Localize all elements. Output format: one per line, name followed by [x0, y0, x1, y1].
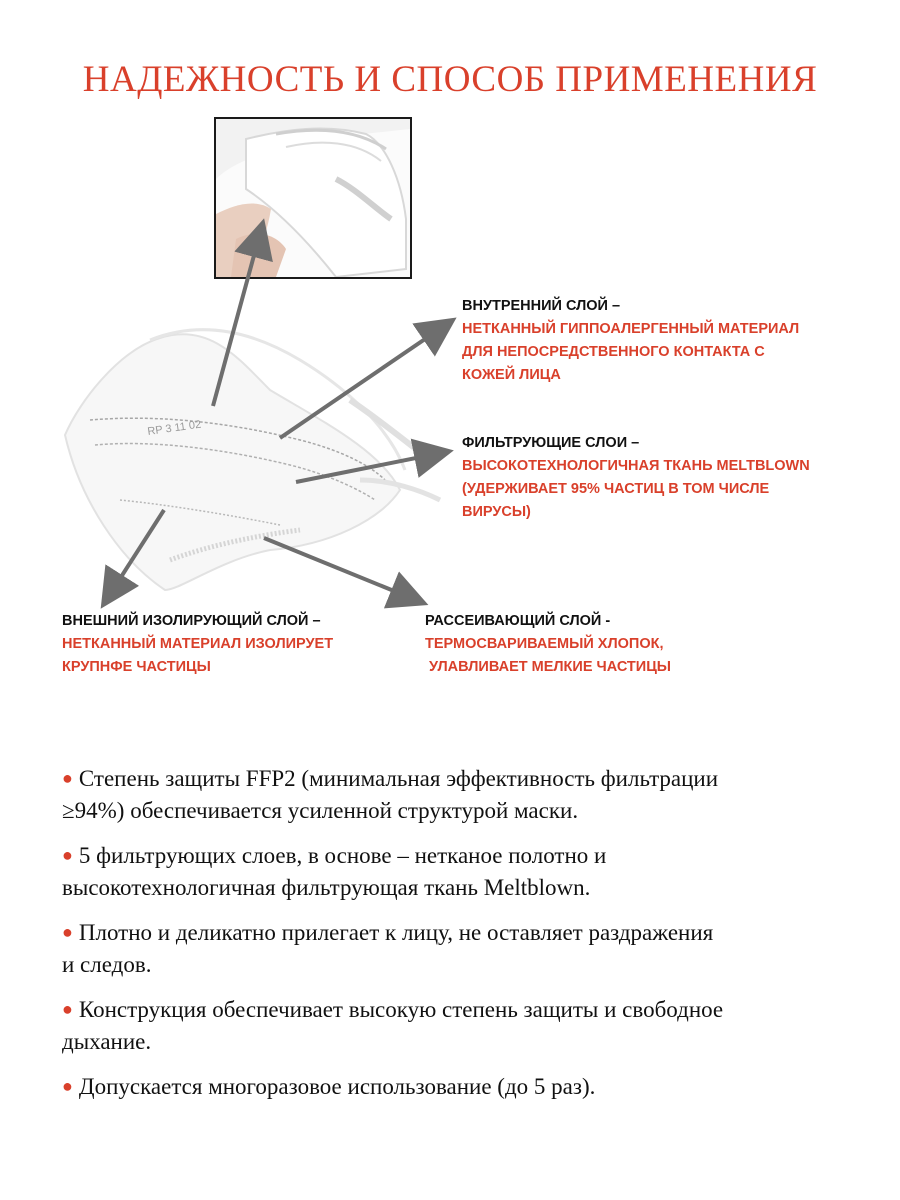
list-item	[62, 916, 852, 981]
label-line: УЛАВЛИВАЕТ МЕЛКИЕ ЧАСТИЦЫ	[425, 659, 671, 675]
label-heading: ФИЛЬТРУЮЩИЕ СЛОИ –	[462, 435, 640, 451]
label-line: ДЛЯ НЕПОСРЕДСТВЕННОГО КОНТАКТА С	[462, 344, 765, 360]
bullet-text: высокотехнологичная фильтрующая ткань Meltblown.	[62, 875, 591, 900]
bullet-text: Допускается многоразовое использование (до 5 раз).	[78, 1074, 596, 1099]
bullet-dot-icon: ●	[62, 845, 73, 865]
label-outer-layer	[62, 610, 333, 679]
bullet-text: Плотно и деликатно прилегает к лицу, не оставляет раздражения	[78, 920, 714, 945]
label-line: ВИРУСЫ)	[462, 504, 531, 520]
bullet-text: и следов.	[62, 952, 152, 977]
label-line: НЕТКАННЫЙ ГИППОАЛЕРГЕННЫЙ МАТЕРИАЛ	[462, 321, 800, 337]
label-heading: РАССЕИВАЮЩИЙ СЛОЙ -	[425, 613, 611, 629]
list-item	[62, 762, 852, 827]
list-item	[62, 1070, 852, 1103]
label-line: НЕТКАННЫЙ МАТЕРИАЛ ИЗОЛИРУЕТ	[62, 636, 334, 652]
list-item	[62, 993, 852, 1058]
label-inner-layer	[462, 295, 799, 387]
label-line: ТЕРМОСВАРИВАЕМЫЙ ХЛОПОК,	[425, 636, 664, 652]
feature-list	[62, 762, 852, 1115]
label-line: КРУПНФЕ ЧАСТИЦЫ	[62, 659, 211, 675]
label-heading: ВНЕШНИЙ ИЗОЛИРУЮЩИЙ СЛОЙ –	[62, 613, 321, 629]
page-title: НАДЕЖНОСТЬ И СПОСОБ ПРИМЕНЕНИЯ	[82, 59, 818, 100]
bullet-text: дыхание.	[62, 1029, 152, 1054]
bullet-dot-icon: ●	[62, 1076, 73, 1096]
bullet-text: ≥94%) обеспечивается усиленной структурой маски.	[62, 798, 579, 823]
label-filter-layers	[462, 432, 810, 524]
label-line: ВЫСОКОТЕХНОЛОГИЧНАЯ ТКАНЬ MELTBLOWN	[462, 458, 810, 474]
arrow-diffuse-layer	[264, 538, 421, 602]
bullet-text: Степень защиты FFP2 (минимальная эффективность фильтрации	[78, 766, 719, 791]
bullet-text: Конструкция обеспечивает высокую степень защиты и свободное	[78, 997, 724, 1022]
label-heading: ВНУТРЕННИЙ СЛОЙ –	[462, 298, 621, 314]
bullet-dot-icon: ●	[62, 922, 73, 942]
label-diffuse-layer	[425, 610, 671, 679]
bullet-text: 5 фильтрующих слоев, в основе – нетканое полотно и	[78, 843, 607, 868]
list-item	[62, 839, 852, 904]
mask-print-text: RP 3 11 02	[146, 418, 202, 438]
label-line: (УДЕРЖИВАЕТ 95% ЧАСТИЦ В ТОМ ЧИСЛЕ	[462, 481, 770, 497]
label-line: КОЖЕЙ ЛИЦА	[462, 367, 561, 383]
bullet-dot-icon: ●	[62, 999, 73, 1019]
arrow-inner-layer	[280, 322, 450, 438]
bullet-dot-icon: ●	[62, 768, 73, 788]
